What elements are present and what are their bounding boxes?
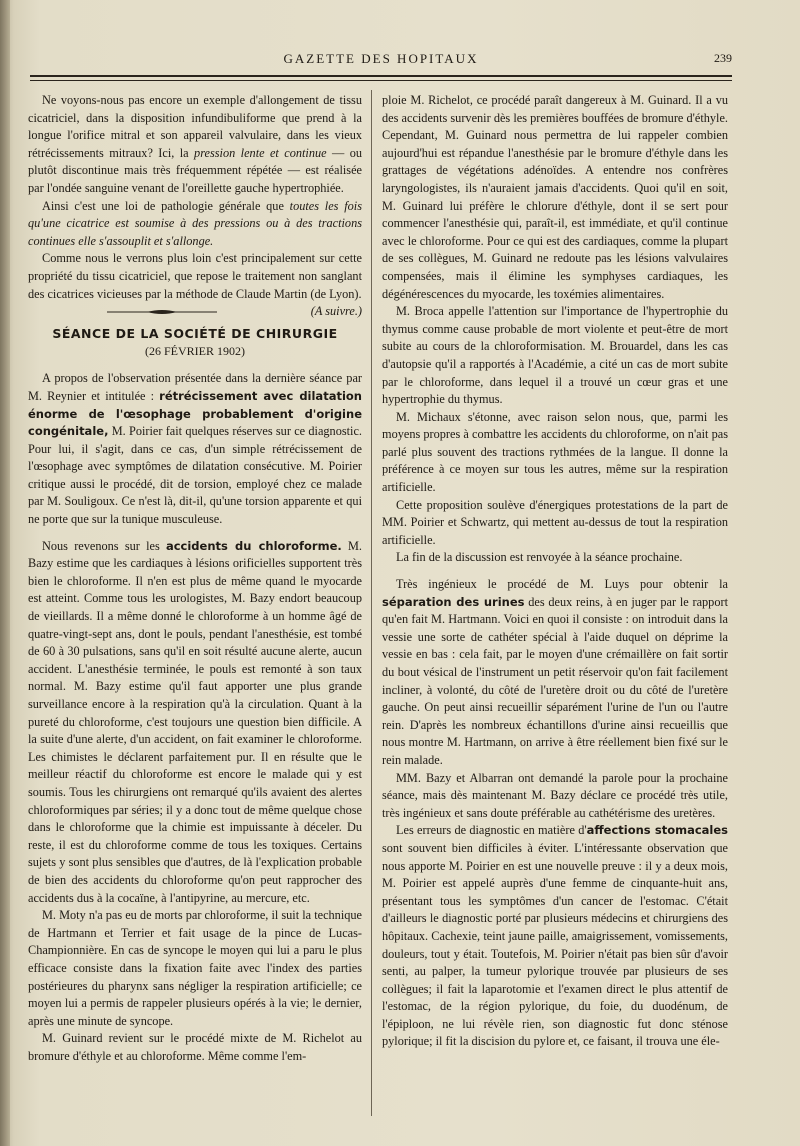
- right-paragraph-6: Très ingénieux le procédé de M. Luys pour obtenir la séparation des urines des deux reins, à en juger par le rapport qu'en fait M. Hartmann. Voici en quoi il consiste : on introduit dans la vessie une sorte de cathéter spécial à l'aide duquel on déprime la vessie en bas : cela fait, par le moyen d'une crémaillère on fait sortir du bout vésical de l'instrument un petit réservoir qu'on fait facilement incliner, à volonté, du côté de l'uretère droit ou du côté de l'uretère gauche. On peut ainsi recueillir séparément l'urine de l'un ou l'autre rein. D'après les nombreux échantillons d'urine ainsi recueillis que nous montre M. Hartmann, on arrive à être réellement bien fixé sur le rein malade.: [382, 577, 728, 767]
- right-paragraph-8: Les erreurs de diagnostic en matière d'affections stomacales sont souvent bien difficiles à éviter. L'intéressante observation que nous apporte M. Poirier en est une nouvelle preuve : il y a deux mois, M. Poirier est appelé auprès d'une femme de cinquante-huit ans, présentant tous les symptômes d'un cancer de l'estomac. C'était d'ailleurs le diagnostic porté par plusieurs médecins et chirurgiens des hôpitaux. Cachexie, teint jaune paille, amaigrissement, vomissements, douleurs, tout y était. Toutefois, M. Poirier n'était pas bien sûr d'avoir senti, au palper, la tumeur pylorique trouvée par plusieurs de ses collègues; il fait la laparotomie et l'examen direct le plus attentif de l'estomac, de la région pylorique, du foie, du duodénum, de l'épiploon, ne lui révèle rien, son diagnostic fut donc sténose pylorique; il fit la discision du pylore et, ce faisant, il trouva une éle-: [382, 823, 729, 1049]
- left-paragraph-7: M. Guinard revient sur le procédé mixte de M. Richelot au bromure d'éthyle et au chloroforme. Même comme l'em-: [28, 1031, 362, 1063]
- left-paragraph-4: A propos de l'observation présentée dans la dernière séance par M. Reynier et intitulée : rétrécissement avec dilatation énorme de l'œsophage probablement d'origine congénitale, M. Poirier fait quelques réserves sur ce diagnostic. Pour lui, il s'agit, dans ce cas, d'un simple rétrécissement de l'œsophage avec symptômes de dilatation consécutive. M. Poirier critique aussi le procédé, dit de torsion, employé chez ce malade par M. Souligoux. Ce n'est là, dit-il, qu'une torsion apparente et qui ne porte que sur la tunique musculeuse.: [28, 371, 362, 527]
- left-column: [28, 92, 362, 1065]
- right-paragraph-2: M. Broca appelle l'attention sur l'importance de l'hypertrophie du thymus comme cause probable de mort violente et peut-être de mort subite au cours de la chloroformisation. M. Brouardel, dans les cas d'autopsie qu'il a rapportés à l'Académie, a cité un cas de mort subite par le chloroforme, dans lequel il a trouvé un cœur gras et une hypertrophie du thymus.: [382, 304, 728, 407]
- header-rule-thin: [30, 80, 732, 81]
- header-rule-thick: [30, 75, 732, 77]
- section-title: SÉANCE DE LA SOCIÉTÉ DE CHIRURGIE: [52, 326, 338, 342]
- left-paragraph-6: M. Moty n'a pas eu de morts par chloroforme, il suit la technique de Hartmann et Terrier et fait usage de la pince de Lucas-Championnière. En cas de syncope le moyen qui lui a paru le plus efficace consiste dans la fixation faite avec l'index des parties postérieures du pharynx sans négliger la respiration artificielle; ce moyen lui a permis de rappeler plusieurs opérés à la vie; le dernier, après une minute de syncope.: [28, 908, 362, 1028]
- right-column: [382, 92, 728, 1051]
- section-ornament: [28, 309, 297, 315]
- column-divider: [371, 90, 372, 1116]
- ornament-divider-icon: [107, 309, 217, 315]
- page-header: [30, 48, 732, 70]
- section-date: (26 FÉVRIER 1902): [145, 343, 245, 358]
- page-number: 239: [714, 51, 732, 65]
- right-paragraph-7: MM. Bazy et Albarran ont demandé la parole pour la prochaine séance, mais dès maintenant M. Bazy déclare ce procédé très utile, très ingénieux et sans doute préférable au cathétérisme des uretères.: [382, 770, 728, 820]
- left-paragraph-1: Ne voyons-nous pas encore un exemple d'allongement de tissu cicatriciel, dans la disposition infundibuliforme que prend à la longue l'orifice mitral et son appareil valvulaire, dans les vieux rétrécissements mitraux? Ici, la pression lente et continue — ou plutôt discontinue mais très fréquemment répétée — est réalisée par l'ondée sanguine venant de l'oreillette gauche hypertrophiée.: [28, 93, 362, 195]
- left-paragraph-3: Comme nous le verrons plus loin c'est principalement sur cette propriété du tissu cicatriciel, que repose le traitement non sanglant des cicatrices vicieuses par la méthode de Claude Martin (de Lyon). (A suivre.): [28, 251, 362, 319]
- left-paragraph-2: Ainsi c'est une loi de pathologie générale que toutes les fois qu'une cicatrice est soumise à des pressions ou à des tractions continues elle s'assouplit et s'allonge.: [28, 198, 362, 248]
- left-paragraph-5: Nous revenons sur les accidents du chloroforme. M. Bazy estime que les cardiaques à lésions orificielles supportent très bien le chloroforme. Il n'en est plus de même quand le myocarde est atteint. Comme tous les urologistes, M. Bazy endort beaucoup de vieillards. Il a même donné le chloroforme à un homme âgé de quatre-vingt-sept ans, dont le pouls, pendant l'anesthésie, est tombé de 60 à 30 pulsations, sans qu'il en soit résulté aucune alerte, aucun accident. L'anesthésie terminée, le pouls est remonté à son taux normal. M. Bazy estime qu'il faut apporter une plus grande surveillance encore à la respiration qu'à la circulation. Quant à la pureté du chloroforme, c'est toujours une question bien difficile. A la suite d'une alerte, d'un accident, on fait examiner le chloroforme. Les chimistes le déclarent parfaitement pur. Il en résulte que le meilleur réactif du chloroforme est encore le malade qui y est soumis. Tous les chirurgiens ont remarqué qu'ils avaient des alertes chloroformiques par séries; il y a donc tout de même quelque chose dans le chloroforme que la chimie est impuissante à déceler. Du reste, il est du chloroforme comme de tous les toxiques. Certains sujets y sont plus sensibles que d'autres, de là l'explication probable de bien des accidents du chloroforme qu'on peut rapprocher des accidents dus à la cocaïne, à l'antipyrine, au mercure, etc.: [28, 538, 362, 905]
- suivre-note: (A suivre.): [310, 304, 362, 319]
- running-title: GAZETTE DES HOPITAUX: [283, 51, 479, 66]
- right-paragraph-5: La fin de la discussion est renvoyée à la séance prochaine.: [396, 550, 683, 565]
- right-paragraph-1: ploie M. Richelot, ce procédé paraît dangereux à M. Guinard. Il a vu des accidents survenir dès les premières bouffées de bromure d'éthyle. Cependant, M. Guinard nous permettra de lui rappeler combien aujourd'hui est répandue l'anesthésie par le bromure d'éthyle dans les grattages de végétations adénoïdes. A entendre nos confrères laryngologistes, ils n'auraient jamais d'accidents. Quoi qu'il en soit, M. Guinard lui préfère le chlorure d'éthyle, dont il se sert pour commencer l'anesthésie qui, paraît-il, est immédiate, et qu'il continue avec le chloroforme. Pour ce qui est des cardiaques, comme la plupart de ses collègues, M. Guinard ne redoute pas les lésions valvulaires compensées, mais il élimine les symphyses cardiaques, les dégénérescences du myocarde, les toxémies alimentaires.: [382, 93, 728, 301]
- right-paragraph-3: M. Michaux s'étonne, avec raison selon nous, que, parmi les moyens propres à combattre les accidents du chloroforme, on n'ait pas parlé plus souvent des tractions rythmées de la langue. Il donne la préférence à ce moyen sur tous les autres, même sur la respiration artificielle.: [382, 409, 728, 495]
- right-paragraph-4: Cette proposition soulève d'énergiques protestations de la part de MM. Poirier et Schwartz, qui mettent au-dessus de tout la respiration artificielle.: [382, 497, 728, 547]
